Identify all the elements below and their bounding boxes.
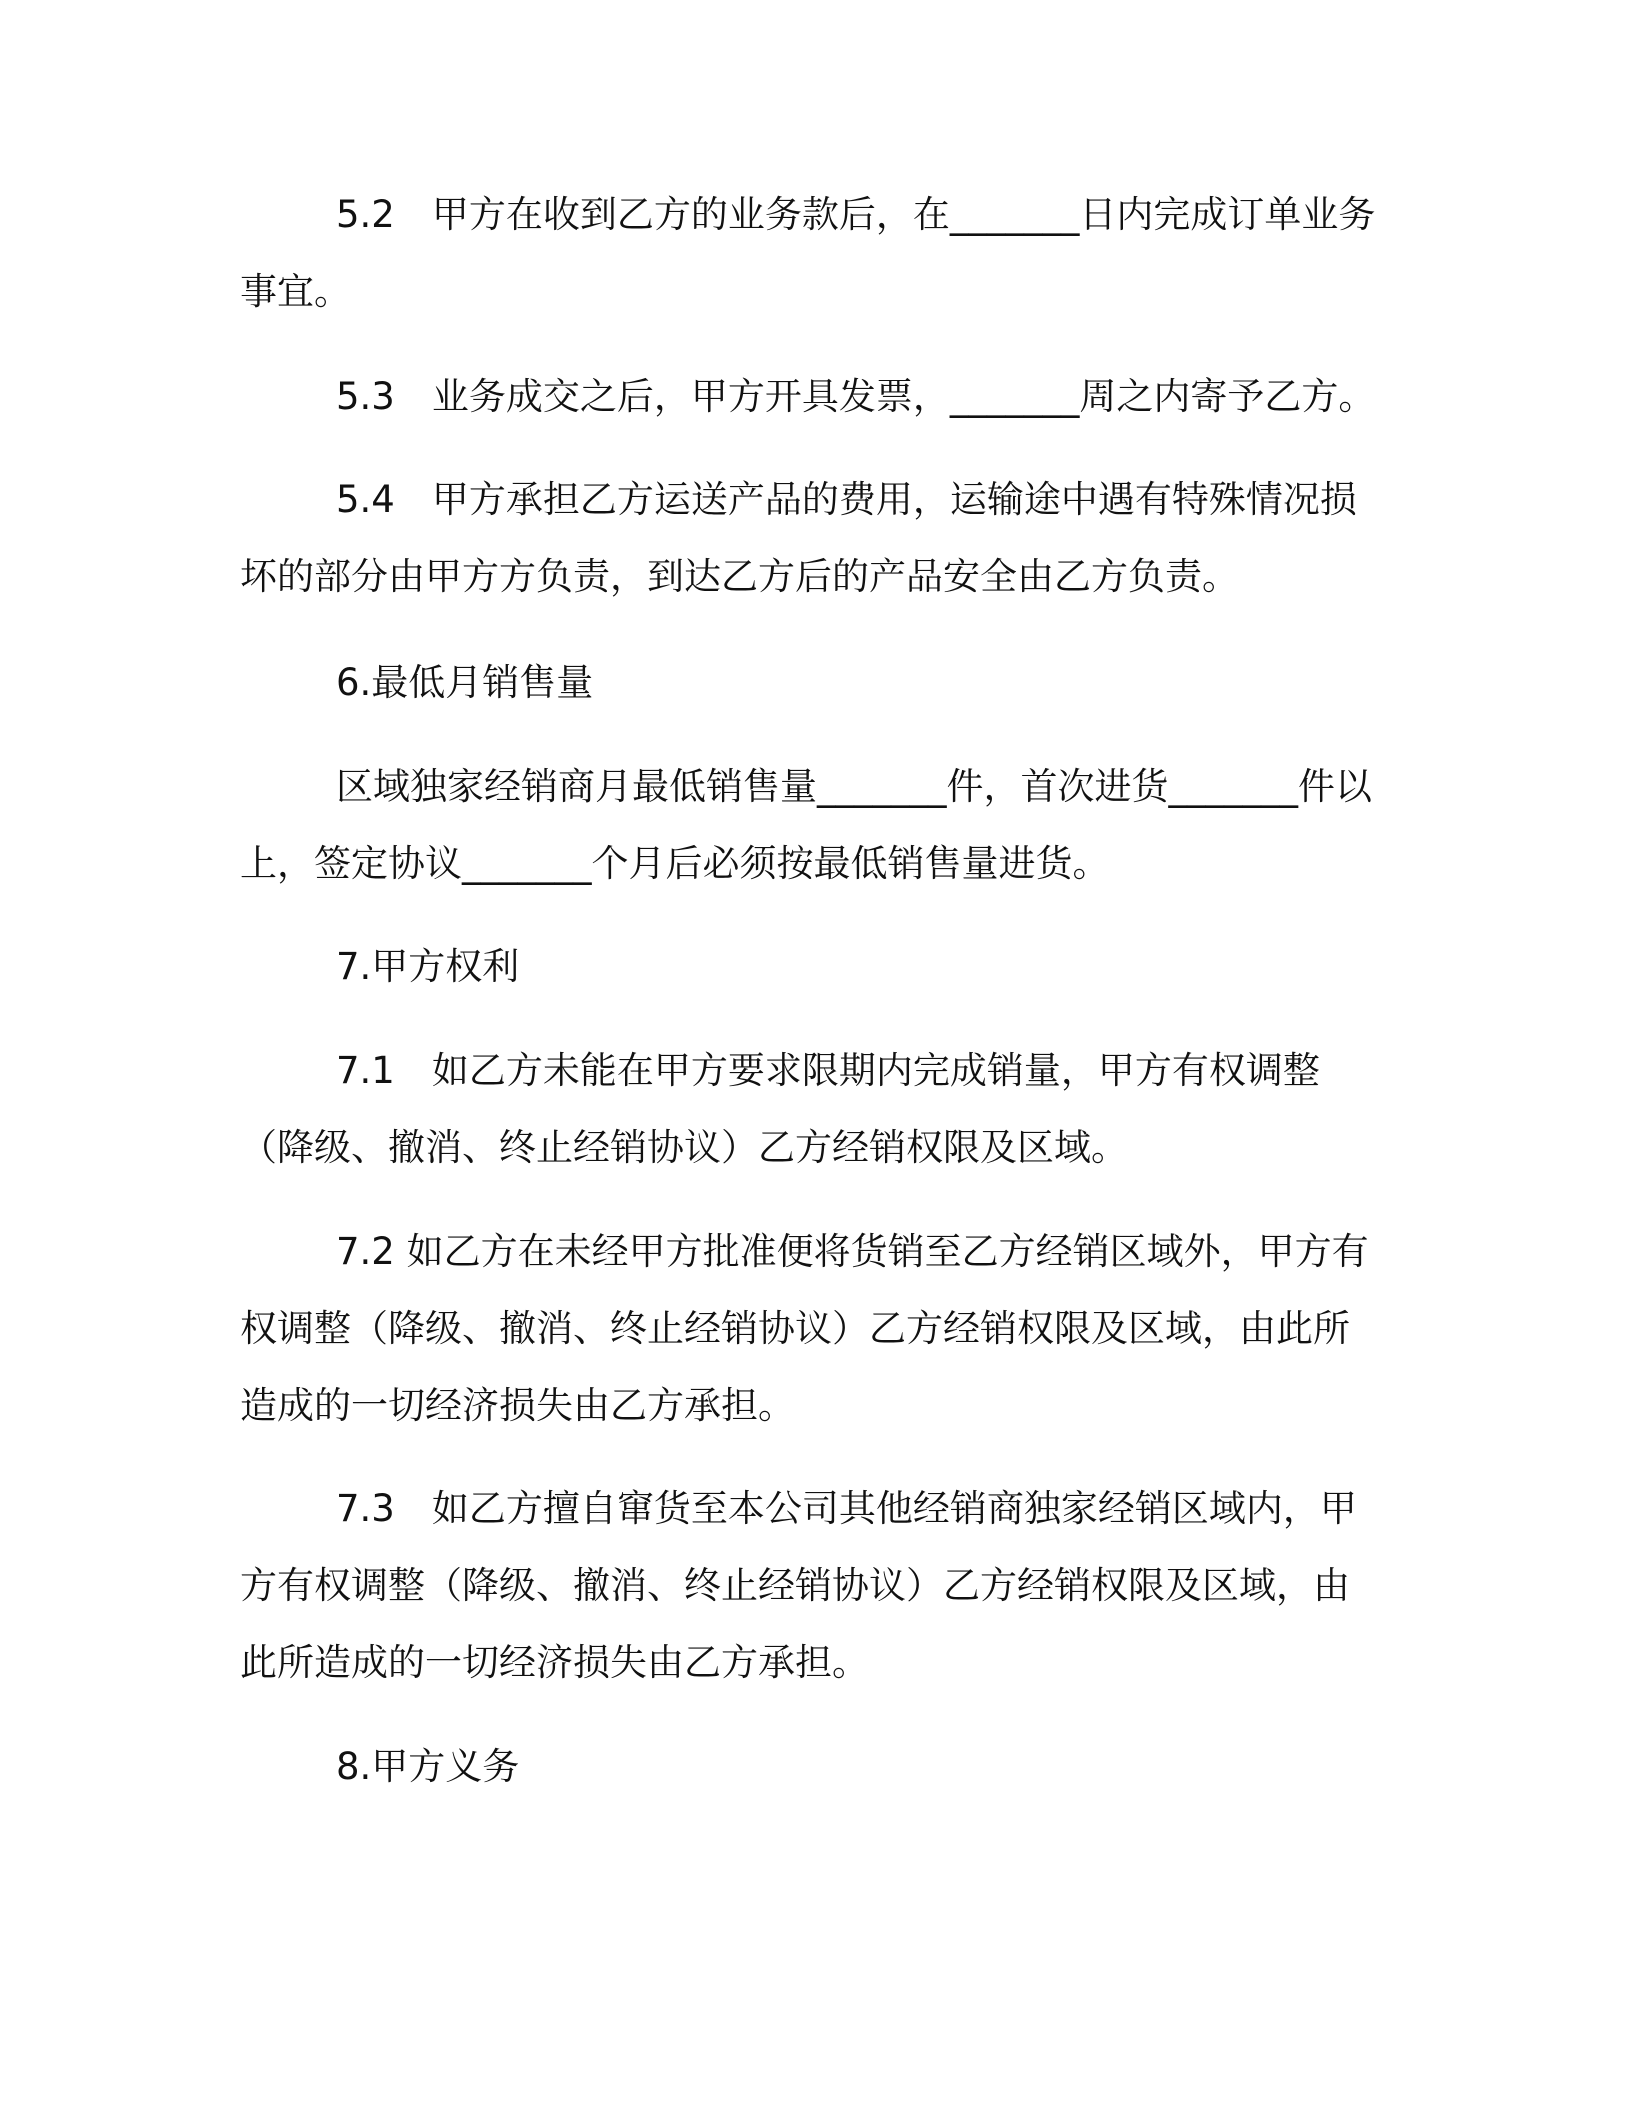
clause-5-2-paragraph: 5.2 甲方在收到乙方的业务款后，在_______日内完成订单业务事宜。 <box>240 193 1376 313</box>
clause-5-4-paragraph: 5.4 甲方承担乙方运送产品的费用，运输途中遇有特殊情况损坏的部分由甲方方负责，到达乙方后的产品安全由乙方负责。 <box>240 478 1357 598</box>
section-7-heading: 7.甲方权利 <box>336 945 520 988</box>
clause-7-3-paragraph: 7.3 如乙方擅自窜货至本公司其他经销商独家经销区域内，甲方有权调整（降级、撤消、终止经销协议）乙方经销权限及区域，由此所造成的一切经济损失由乙方承担。 <box>240 1487 1357 1684</box>
section-6-paragraph: 区域独家经销商月最低销售量_______件，首次进货_______件以上，签定协议_______个月后必须按最低销售量进货。 <box>240 765 1372 885</box>
clause-7-1-paragraph: 7.1 如乙方未能在甲方要求限期内完成销量，甲方有权调整（降级、撤消、终止经销协议）乙方经销权限及区域。 <box>240 1049 1320 1169</box>
section-6-heading: 6.最低月销售量 <box>336 661 594 704</box>
clause-5-3-paragraph: 5.3 业务成交之后，甲方开具发票，_______周之内寄予乙方。 <box>336 375 1376 418</box>
section-8-heading: 8.甲方义务 <box>336 1745 520 1788</box>
clause-7-2-paragraph: 7.2 如乙方在未经甲方批准便将货销至乙方经销区域外，甲方有权调整（降级、撤消、终止经销协议）乙方经销权限及区域，由此所造成的一切经济损失由乙方承担。 <box>240 1230 1369 1427</box>
